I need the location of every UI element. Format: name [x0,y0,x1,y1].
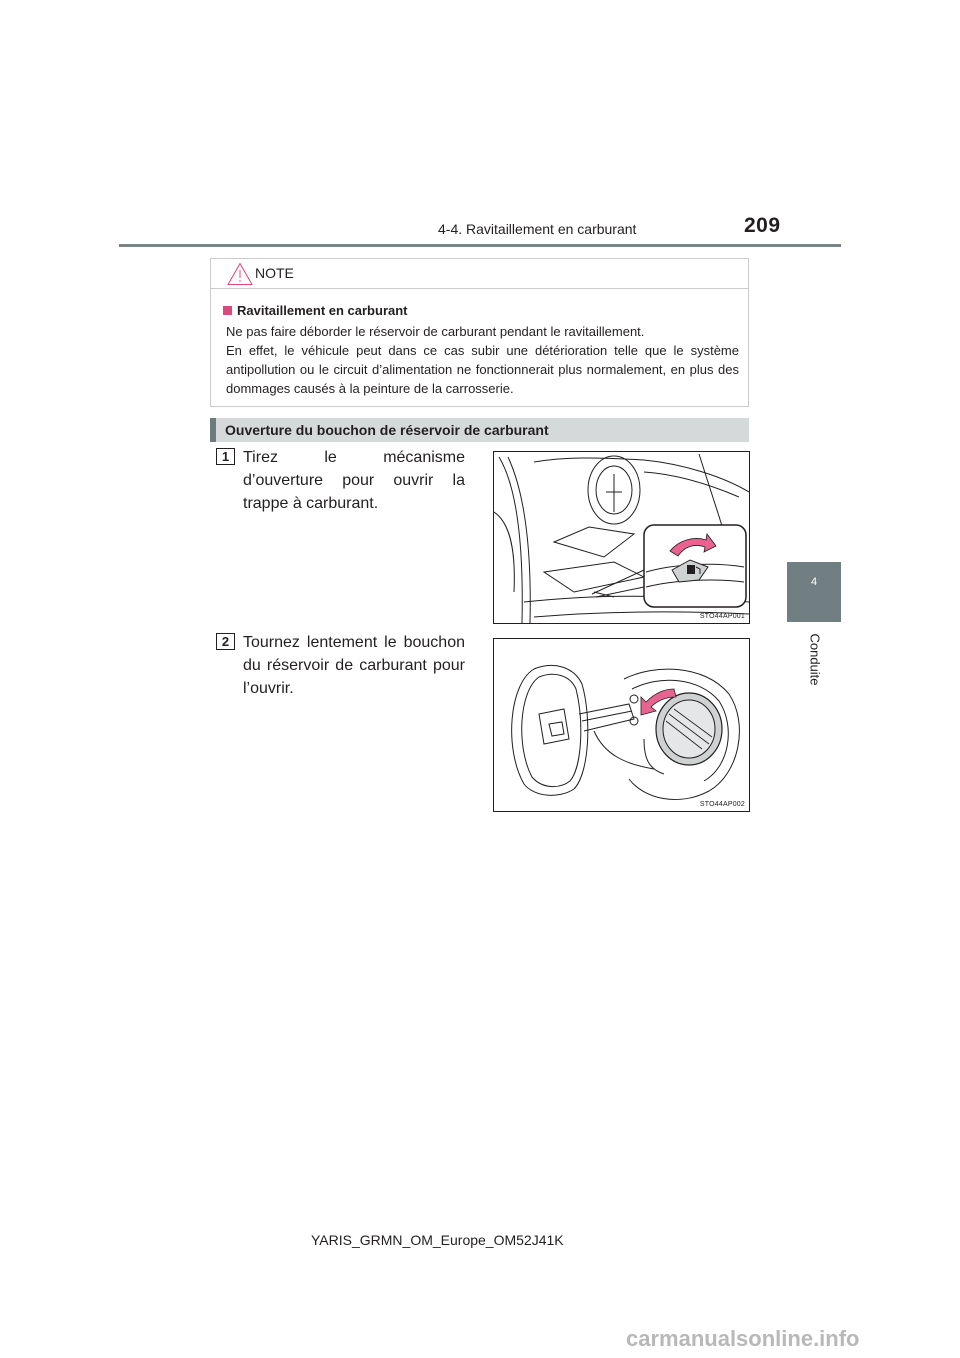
note-label: NOTE [255,265,294,281]
step-instruction: Tirez le mécanisme d’ouverture pour ouvrir la trappe à carburant. [243,449,465,512]
step-number-badge: 2 [216,633,235,650]
chapter-number: 4 [810,576,818,588]
note-paragraph: En effet, le véhicule peut dans ce cas subir une détérioration telle que le système antipollution ou le circuit d’alimentation ne fonctionnerait plus normalement, en plus des dommages causés à la peinture de la carrosserie. [226,343,739,396]
note-box [210,258,749,407]
note-header [211,259,748,289]
figure-code: STO44AP002 [699,801,745,808]
page-number: 209 [744,214,781,237]
figure-code: STO44AP001 [699,613,745,620]
chapter-label: Conduite [807,633,823,686]
header-rule [119,244,841,247]
step-instruction: Tournez lentement le bouchon du réservoir de carburant pour l’ouvrir. [243,634,465,697]
note-item-title [223,303,408,318]
car-interior-drawing [494,452,749,623]
fuel-cap-icon [656,693,722,765]
square-bullet-icon [223,306,232,315]
chapter-tab [787,562,841,622]
section-title: 4-4. Ravitaillement en carburant [438,221,637,237]
document-id: YARIS_GRMN_OM_Europe_OM52J41K [311,1232,564,1248]
step-number-badge: 1 [216,448,235,465]
section-heading [210,418,749,442]
fuel-door-opener-illustration [493,451,750,624]
watermark: carmanualsonline.info [626,1326,860,1351]
warning-triangle-icon [227,262,253,286]
fuel-cap-illustration [493,638,750,812]
note-paragraph: Ne pas faire déborder le réservoir de carburant pendant le ravitaillement. [226,324,645,339]
note-body [226,322,739,398]
note-item-title-text: Ravitaillement en carburant [237,303,408,318]
fuel-cap-drawing [494,639,749,811]
section-heading-text: Ouverture du bouchon de réservoir de carburant [225,422,549,438]
